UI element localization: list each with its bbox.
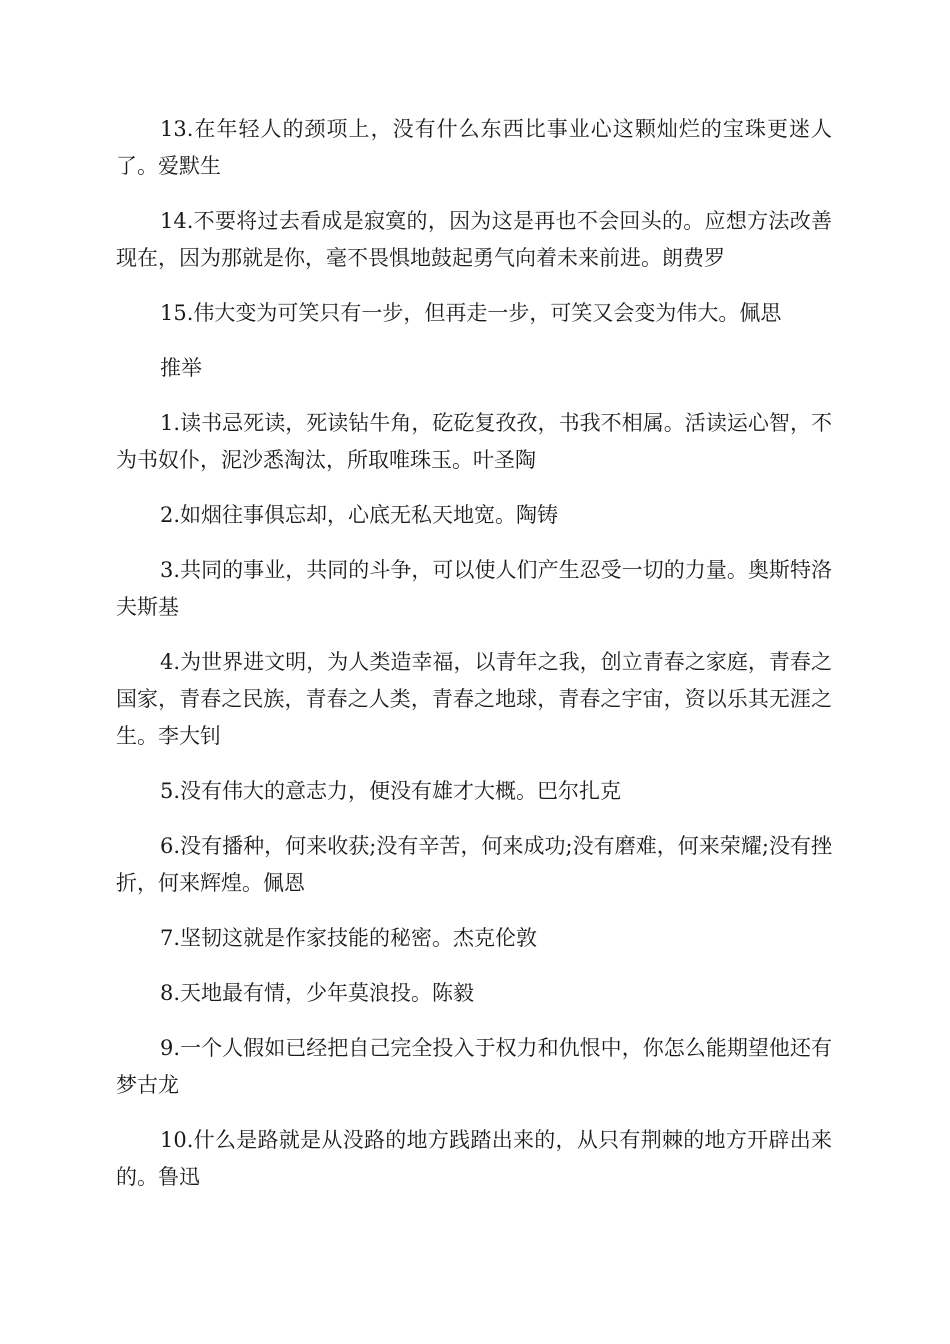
section-heading: 推举: [160, 356, 202, 380]
quote-paragraph: 4.为世界进文明，为人类造幸福，以青年之我，创立青春之家庭，青春之国家，青春之民族，青春之人类，青春之地球，青春之宇宙，资以乐其无涯之生。李大钊: [116, 650, 832, 748]
quote-paragraph: 1.读书忌死读，死读钻牛角，矻矻复孜孜，书我不相属。活读运心智，不为书奴仆，泥沙悉淘汰，所取唯珠玉。叶圣陶: [116, 411, 832, 472]
quote-paragraph: 7.坚韧这就是作家技能的秘密。杰克伦敦: [160, 926, 538, 950]
document-body: [116, 111, 832, 1214]
quote-paragraph: 2.如烟往事俱忘却，心底无私天地宽。陶铸: [160, 503, 559, 527]
quote-paragraph: 3.共同的事业，共同的斗争，可以使人们产生忍受一切的力量。奥斯特洛夫斯基: [116, 558, 832, 619]
quote-paragraph: 8.天地最有情，少年莫浪投。陈毅: [160, 981, 475, 1005]
quote-paragraph: 9.一个人假如已经把自己完全投入于权力和仇恨中，你怎么能期望他还有梦古龙: [116, 1036, 832, 1097]
quote-paragraph: 13.在年轻人的颈项上，没有什么东西比事业心这颗灿烂的宝珠更迷人了。爱默生: [116, 117, 832, 178]
quote-paragraph: 6.没有播种，何来收获;没有辛苦，何来成功;没有磨难，何来荣耀;没有挫折，何来辉煌。佩恩: [116, 834, 832, 895]
quote-paragraph: 5.没有伟大的意志力，便没有雄才大概。巴尔扎克: [160, 779, 622, 803]
quote-paragraph: 15.伟大变为可笑只有一步，但再走一步，可笑又会变为伟大。佩思: [160, 301, 782, 325]
quote-paragraph: 14.不要将过去看成是寂寞的，因为这是再也不会回头的。应想方法改善现在，因为那就是你，毫不畏惧地鼓起勇气向着未来前进。朗费罗: [116, 209, 832, 270]
quote-paragraph: 10.什么是路就是从没路的地方践踏出来的，从只有荆棘的地方开辟出来的。鲁迅: [116, 1128, 832, 1189]
